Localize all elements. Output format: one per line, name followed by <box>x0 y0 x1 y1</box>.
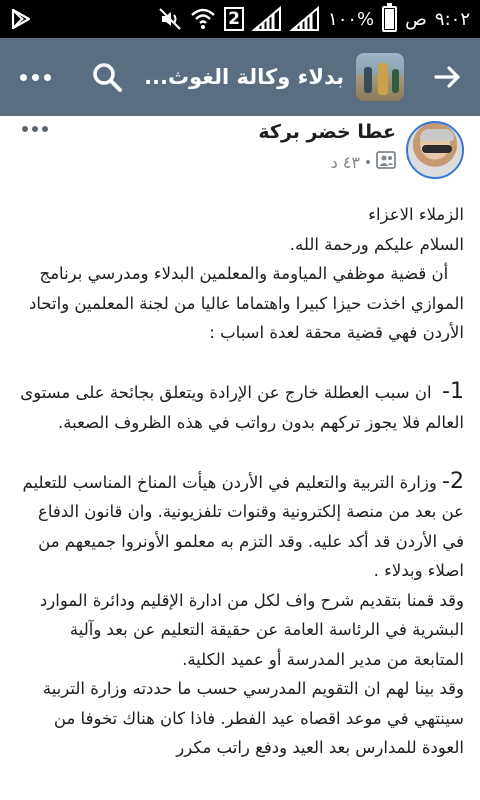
reason-1-text: ان سبب العطلة خارج عن الإرادة ويتعلق بجائحة على مستوى العالم فلا يجوز تركهم بدون رواتب في هذه الظروف الصعبة. <box>20 383 464 432</box>
status-bar <box>0 0 480 38</box>
paragraph-reason-1 <box>16 377 464 437</box>
wifi-icon <box>190 0 216 38</box>
battery-percent: ١٠٠% <box>328 8 375 30</box>
mute-icon <box>158 0 182 38</box>
reason-number-2: 2- <box>442 468 464 494</box>
author-name[interactable]: عطا خضر بركة <box>258 121 396 143</box>
avatar[interactable] <box>406 121 464 179</box>
paragraph-intro: أن قضية موظفي المياومة والمعلمين البدلاء ومدرسي برنامج الموازي اخذت حيزا كبيرا واهتماما عاليا من لجنة المعلمين واتحاد الأردن فهي قضية محقة لعدة اسباب : <box>23 264 464 342</box>
author-block <box>258 121 464 179</box>
clock: ٩:٠٢ <box>434 8 470 30</box>
more-icon[interactable] <box>20 74 51 81</box>
paragraph-reason-2 <box>16 467 464 586</box>
reason-number-1: 1- <box>442 379 464 404</box>
group-thumbnail[interactable] <box>356 53 404 101</box>
search-icon[interactable] <box>91 61 123 93</box>
paragraph-salutation: السلام عليكم ورحمة الله. <box>289 234 464 254</box>
group-members-icon <box>376 151 396 173</box>
post-body <box>16 200 464 800</box>
post-time[interactable]: ٤٣ د <box>330 152 360 172</box>
post-meta <box>331 151 396 173</box>
am-pm: ص <box>405 8 427 30</box>
reason-2-text: وزارة التربية والتعليم في الأردن هيأت المناخ المناسب للتعليم عن بعد من منصة إلكترونية وقنوات تلفزيونية. وان قانون الدفاع في الأردن قد أكد عليه. وقد التزم به معلمو الأونروا جميعهم من اصلاء وبدلاء . <box>22 472 464 580</box>
signal-icon-2 <box>290 0 320 38</box>
paragraph-explanation: وقد قمنا بتقديم شرح واف لكل من ادارة الإقليم ودائرة الموارد البشرية في الرئاسة العامة عن حقيقة التعليم عن بعد وآلية المتابعة من مدير المدرسة أو عميد الكلية. <box>39 590 464 669</box>
play-store-icon <box>10 0 32 38</box>
sim-slot-badge: 2 <box>224 7 244 31</box>
meta-separator <box>366 160 370 164</box>
blank-line <box>16 437 464 467</box>
back-arrow-icon[interactable] <box>434 64 462 90</box>
app-bar <box>0 38 480 116</box>
blank-line <box>16 348 464 378</box>
paragraph-greeting: الزملاء الاعزاء <box>368 205 464 224</box>
signal-icon <box>252 0 282 38</box>
group-title[interactable]: بدلاء وكالة الغوث... <box>144 65 344 89</box>
post-more-icon[interactable] <box>22 126 48 132</box>
battery-icon <box>382 6 397 32</box>
post-header <box>0 116 480 188</box>
paragraph-calendar: وقد بينا لهم ان التقويم المدرسي حسب ما حددته وزارة التربية سينتهي في موعد اقصاه عيد الفطر. فاذا كان هناك تخوفا من العودة للمدارس بعد العيد ودفع راتب مكرر <box>42 679 464 757</box>
